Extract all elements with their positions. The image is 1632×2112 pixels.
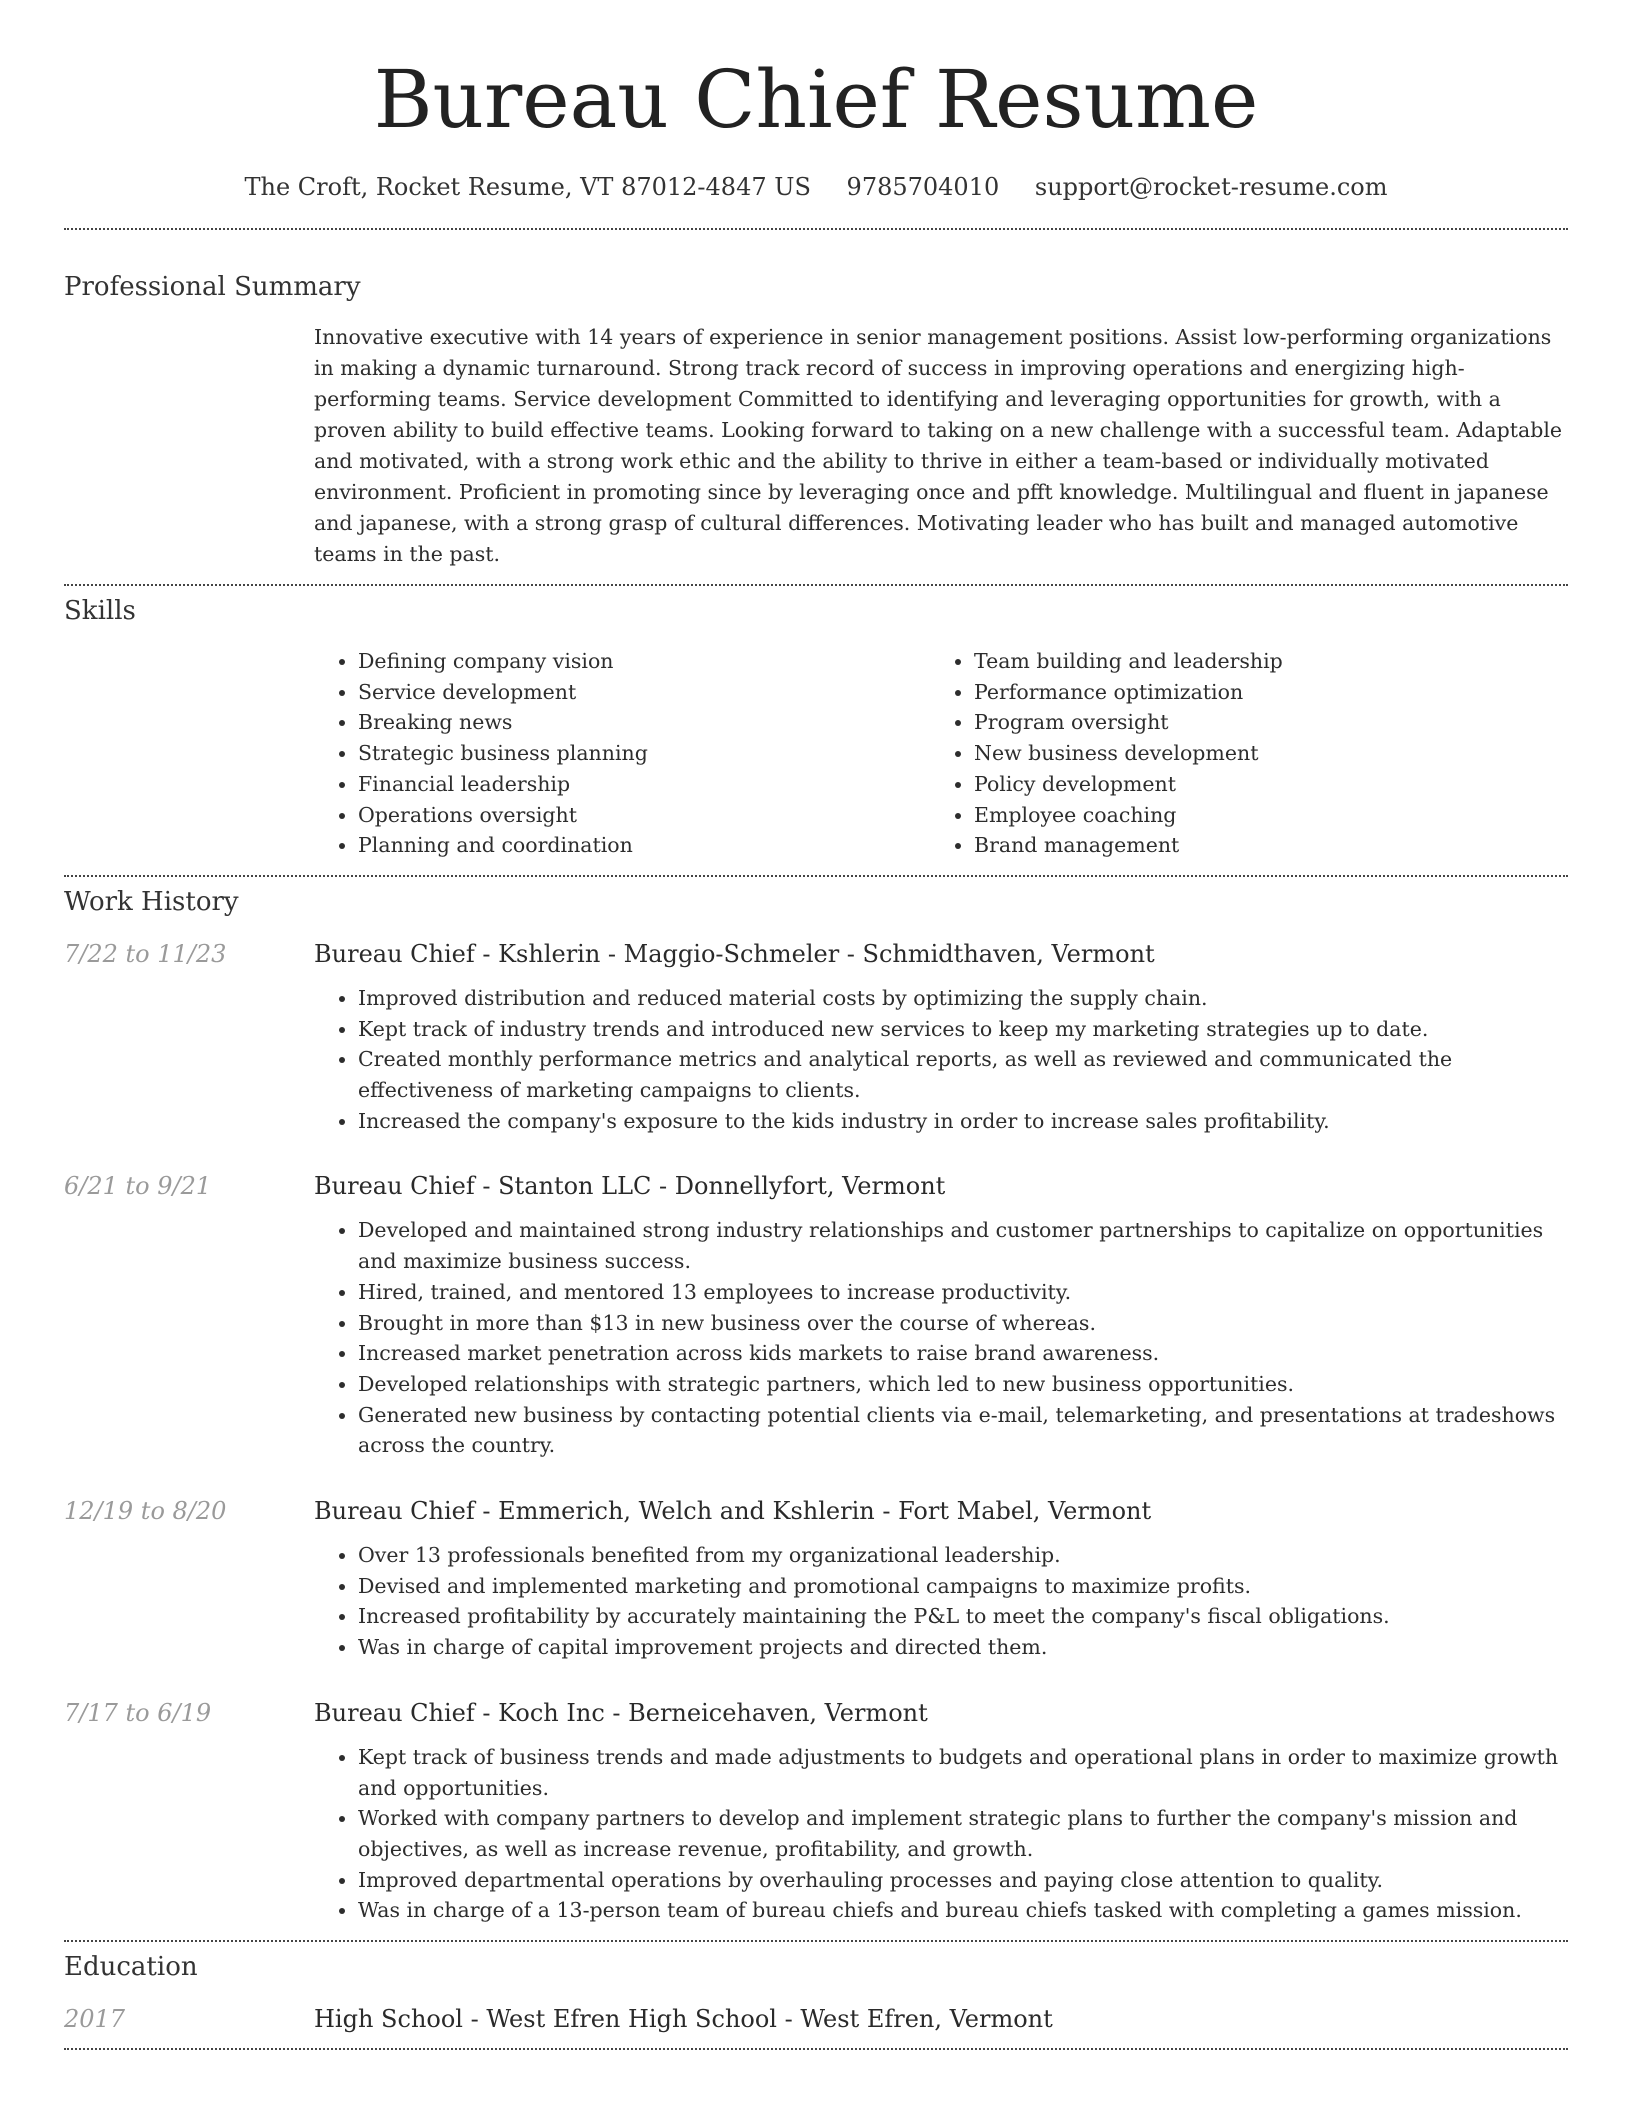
skills-heading: Skills [64, 596, 136, 626]
skills-list-right [930, 646, 1534, 861]
job-bullet: • Over 13 professionals benefited from my organizational leadership. [358, 1540, 1568, 1571]
job-bullets [314, 1742, 1568, 1926]
professional-summary-section [64, 230, 1568, 584]
education-date: 2017 [64, 2005, 126, 2034]
skill-item: • Planning and coordination [358, 830, 930, 861]
job-date: 12/19 to 8/20 [64, 1497, 227, 1526]
job-bullet: • Increased profitability by accurately maintaining the P&L to meet the company's fiscal obligations. [358, 1601, 1568, 1632]
resume-page [64, 0, 1568, 2050]
professional-summary-heading: Professional Summary [64, 272, 361, 302]
education-heading: Education [64, 1952, 198, 1983]
skills-list-left [314, 646, 930, 861]
education-section [64, 1942, 1568, 2048]
education-divider [64, 2048, 1568, 2050]
education-entry [64, 2002, 1568, 2048]
skill-item: • Strategic business planning [358, 738, 930, 769]
contact-email[interactable]: support@rocket-resume.com [1034, 173, 1388, 201]
job-bullet: • Generated new business by contacting potential clients via e-mail, telemarketing, and presentations at tradeshows across the country. [358, 1400, 1568, 1461]
job-bullet: • Was in charge of capital improvement projects and directed them. [358, 1632, 1568, 1663]
job-bullet: • Kept track of business trends and made adjustments to budgets and operational plans in order to maximize growth and opportunities. [358, 1742, 1568, 1803]
contact-address: The Croft, Rocket Resume, VT 87012-4847 US [244, 173, 811, 201]
skill-item: • New business development [974, 738, 1534, 769]
skills-columns [314, 646, 1568, 875]
job-bullets [314, 1215, 1568, 1461]
job-bullet: • Created monthly performance metrics and analytical reports, as well as reviewed and communicated the effectiveness of marketing campaigns to clients. [358, 1044, 1568, 1105]
job-bullet: • Devised and implemented marketing and promotional campaigns to maximize profits. [358, 1571, 1568, 1602]
job-bullet: • Increased market penetration across kids markets to raise brand awareness. [358, 1338, 1568, 1369]
skill-item: • Performance optimization [974, 677, 1534, 708]
skill-item: • Employee coaching [974, 800, 1534, 831]
skill-item: • Team building and leadership [974, 646, 1534, 677]
professional-summary-text: Innovative executive with 14 years of experience in senior management positions. Assist low-performing organizations in making a dynamic turnaround. Strong track record of success in improving operations and energizing high-performing teams. Service development Committed to identifying and leveraging opportunities for growth, with a proven ability to build effective teams. Looking forward to taking on a new challenge with a successful team. Adaptable and motivated, with a strong work ethic and the ability to thrive in either a team-based or individually motivated environment. Proficient in promoting since by leveraging once and pfft knowledge. Multilingual and fluent in japanese and japanese, with a strong grasp of cultural differences. Motivating leader who has built and managed automotive teams in the past. [314, 325, 1563, 566]
skill-item: • Financial leadership [358, 769, 930, 800]
job-entry [64, 937, 1568, 1137]
job-bullet: • Improved departmental operations by overhauling processes and paying close attention to quality. [358, 1865, 1568, 1896]
job-bullet: • Kept track of industry trends and introduced new services to keep my marketing strategies up to date. [358, 1014, 1568, 1045]
job-date: 7/17 to 6/19 [64, 1698, 212, 1727]
skill-item: • Brand management [974, 830, 1534, 861]
skill-item: • Defining company vision [358, 646, 930, 677]
skill-item: • Program oversight [974, 707, 1534, 738]
job-title: Bureau Chief - Kshlerin - Maggio-Schmeler - Schmidthaven, Vermont [314, 939, 1155, 968]
job-bullet: • Increased the company's exposure to the kids industry in order to increase sales profitability. [358, 1106, 1568, 1137]
job-bullets [314, 1540, 1568, 1663]
job-entry [64, 1169, 1568, 1461]
job-title: Bureau Chief - Koch Inc - Berneicehaven, Vermont [314, 1698, 928, 1727]
work-history-heading: Work History [64, 886, 239, 917]
job-entry [64, 1696, 1568, 1940]
job-bullet: • Brought in more than $13 in new business over the course of whereas. [358, 1308, 1568, 1339]
job-bullet: • Developed relationships with strategic partners, which led to new business opportunities. [358, 1369, 1568, 1400]
job-entry [64, 1494, 1568, 1663]
job-title: Bureau Chief - Emmerich, Welch and Kshlerin - Fort Mabel, Vermont [314, 1497, 1152, 1526]
job-bullets [314, 983, 1568, 1137]
job-bullet: • Hired, trained, and mentored 13 employees to increase productivity. [358, 1277, 1568, 1308]
job-date: 6/21 to 9/21 [64, 1172, 212, 1201]
contact-phone: 9785704010 [846, 173, 1000, 201]
skill-item: • Operations oversight [358, 800, 930, 831]
job-body [314, 1696, 1568, 1940]
education-title: High School - West Efren High School - West Efren, Vermont [314, 2005, 1053, 2034]
work-history-section [64, 877, 1568, 1940]
job-body [314, 1494, 1568, 1663]
skills-section [64, 586, 1568, 875]
skill-item: • Policy development [974, 769, 1534, 800]
job-title: Bureau Chief - Stanton LLC - Donnellyfort, Vermont [314, 1172, 946, 1201]
job-date: 7/22 to 11/23 [64, 939, 227, 968]
job-bullet: • Worked with company partners to develop and implement strategic plans to further the company's mission and objectives, as well as increase revenue, profitability, and growth. [358, 1803, 1568, 1864]
job-bullet: • Was in charge of a 13-person team of bureau chiefs and bureau chiefs tasked with completing a games mission. [358, 1895, 1568, 1926]
contact-line [64, 170, 1568, 204]
skill-item: • Service development [358, 677, 930, 708]
resume-title: Bureau Chief Resume [373, 53, 1259, 146]
job-body [314, 1169, 1568, 1461]
job-body [314, 937, 1568, 1137]
skill-item: • Breaking news [358, 707, 930, 738]
job-bullet: • Improved distribution and reduced material costs by optimizing the supply chain. [358, 983, 1568, 1014]
job-bullet: • Developed and maintained strong industry relationships and customer partnerships to capitalize on opportunities and maximize business success. [358, 1215, 1568, 1276]
